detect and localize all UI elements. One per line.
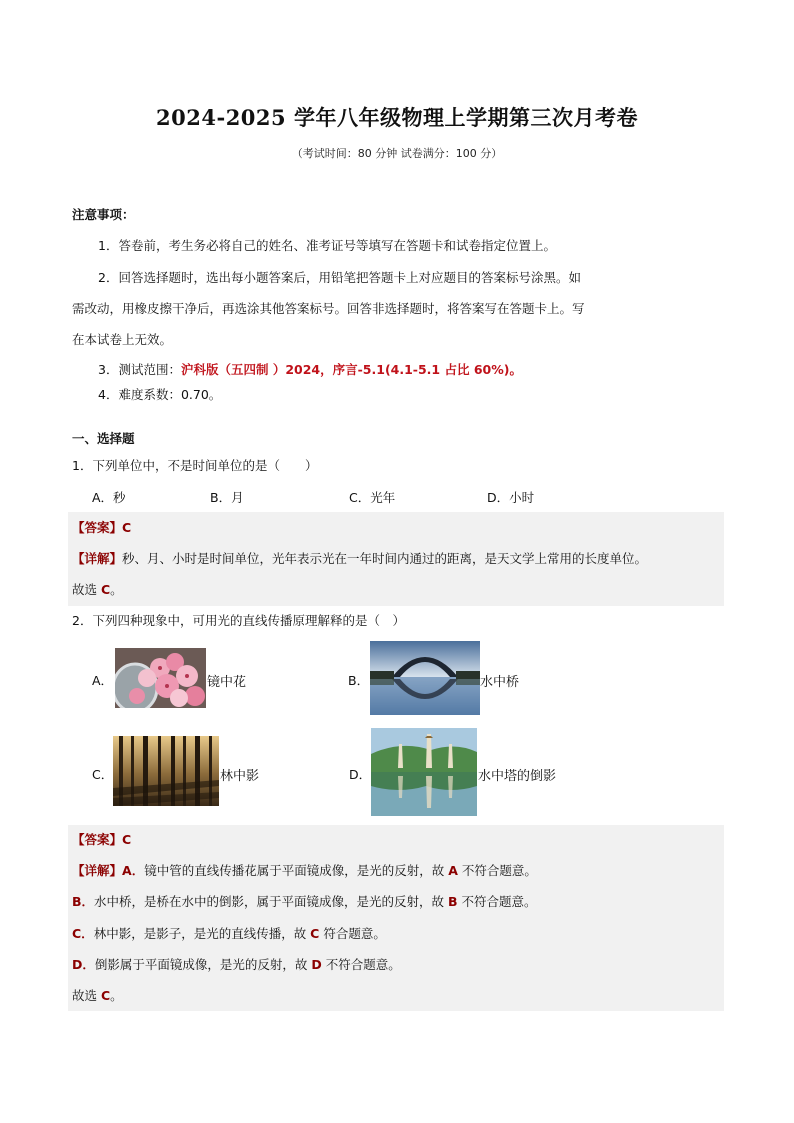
q2-answer-panel bbox=[68, 825, 724, 1011]
q2-option-d-letter: D． bbox=[349, 767, 372, 782]
q1-option-c: C．光年 bbox=[349, 490, 396, 505]
q2-detail-label: 【详解】 bbox=[72, 863, 123, 878]
exam-info: （考试时间：80 分钟 试卷满分：100 分） bbox=[291, 147, 503, 160]
q2-detail-d-end: 不符合题意。 bbox=[321, 957, 401, 972]
forest-shadow-image bbox=[113, 736, 219, 806]
q2-detail-a-text: 镜中管的直线传播花属于平面镜成像，是光的反射，故 bbox=[144, 863, 449, 878]
q1-detail bbox=[72, 550, 647, 568]
notice-item-3 bbox=[98, 361, 522, 379]
q2-option-c-caption: 林中影 bbox=[220, 769, 260, 784]
q2-detail-c-prefix: C． bbox=[72, 926, 94, 941]
q2-detail-b bbox=[72, 893, 537, 911]
test-range: 沪科版（五四制 ）2024，序言-5.1(4.1-5.1 占比 60%)。 bbox=[180, 362, 522, 377]
q2-option-a-letter: A． bbox=[92, 673, 114, 688]
q2-option-b-caption: 水中桥 bbox=[480, 675, 520, 690]
q2-answer-value: C bbox=[122, 832, 132, 847]
bridge-in-water-image bbox=[370, 641, 480, 715]
notice-item-1: 1．答卷前，考生务必将自己的姓名、准考证号等填写在答题卡和试卷指定位置上。 bbox=[98, 238, 556, 253]
q2-conclusion-prefix: 故选 bbox=[72, 988, 101, 1003]
q2-detail-d-letter: D bbox=[311, 957, 322, 972]
q2-detail-a-end: 不符合题意。 bbox=[457, 863, 537, 878]
q1-conclusion-letter: C bbox=[100, 582, 111, 597]
notice-item-3-prefix: 3．测试范围： bbox=[98, 362, 181, 377]
q1-detail-label: 【详解】 bbox=[72, 551, 123, 566]
q1-conclusion-suffix: 。 bbox=[110, 582, 123, 597]
q2-detail-b-letter: B bbox=[448, 894, 458, 909]
q2-detail-c bbox=[72, 925, 386, 943]
q2-detail-a-prefix: A． bbox=[122, 863, 145, 878]
q2-conclusion-letter: C bbox=[100, 988, 111, 1003]
q2-detail-c-letter: C bbox=[310, 926, 320, 941]
question-2-stem: 2．下列四种现象中，可用光的直线传播原理解释的是（ ） bbox=[72, 613, 405, 628]
q2-option-b-letter: B． bbox=[348, 673, 370, 688]
q2-detail-c-end: 符合题意。 bbox=[319, 926, 386, 941]
q1-answer-label: 【答案】 bbox=[72, 520, 123, 535]
q2-detail-b-prefix: B． bbox=[72, 894, 95, 909]
q2-detail-d bbox=[72, 956, 401, 974]
q2-answer bbox=[72, 831, 131, 849]
section-heading: 一、选择题 bbox=[72, 431, 135, 446]
q2-detail-c-text: 林中影，是影子，是光的直线传播，故 bbox=[93, 926, 311, 941]
q1-option-b: B．月 bbox=[210, 490, 244, 505]
q1-option-d: D．小时 bbox=[487, 490, 535, 505]
q2-detail-d-text: 倒影属于平面镜成像，是光的反射，故 bbox=[94, 957, 312, 972]
q2-option-a-caption: 镜中花 bbox=[207, 675, 247, 690]
pagoda-reflection-image bbox=[371, 728, 477, 816]
q2-detail-a bbox=[72, 862, 537, 880]
q1-answer bbox=[72, 519, 131, 537]
q1-conclusion-prefix: 故选 bbox=[72, 582, 101, 597]
q1-option-a: A．秒 bbox=[92, 490, 126, 505]
notice-heading: 注意事项： bbox=[72, 207, 135, 222]
flowers-in-mirror-image bbox=[115, 648, 206, 708]
notice-item-2-line-1: 2．回答选择题时，选出每小题答案后，用铅笔把答题卡上对应题目的答案标号涂黑。如 bbox=[98, 270, 581, 285]
q2-detail-b-text: 水中桥，是桥在水中的倒影，属于平面镜成像，是光的反射，故 bbox=[94, 894, 449, 909]
q1-answer-value: C bbox=[122, 520, 132, 535]
q2-option-c-letter: C． bbox=[92, 767, 114, 782]
q1-detail-text: 秒、月、小时是时间单位，光年表示光在一年时间内通过的距离，是天文学上常用的长度单位。 bbox=[122, 551, 648, 566]
q2-detail-b-end: 不符合题意。 bbox=[457, 894, 537, 909]
q2-detail-d-prefix: D． bbox=[72, 957, 95, 972]
notice-item-2-line-2: 需改动，用橡皮擦干净后，再选涂其他答案标号。回答非选择题时，将答案写在答题卡上。写 bbox=[72, 301, 585, 316]
q2-option-d-caption: 水中塔的倒影 bbox=[478, 769, 557, 784]
q1-conclusion bbox=[72, 581, 123, 599]
notice-item-2-line-3: 在本试卷上无效。 bbox=[72, 332, 173, 347]
q2-conclusion-suffix: 。 bbox=[110, 988, 123, 1003]
q2-detail-a-letter: A bbox=[448, 863, 458, 878]
notice-item-4: 4．难度系数：0.70。 bbox=[98, 387, 222, 402]
q2-conclusion bbox=[72, 987, 123, 1005]
page-title: 2024-2025 学年八年级物理上学期第三次月考卷 bbox=[156, 105, 638, 130]
question-1-stem: 1．下列单位中，不是时间单位的是（ ） bbox=[72, 458, 318, 473]
q2-answer-label: 【答案】 bbox=[72, 832, 123, 847]
